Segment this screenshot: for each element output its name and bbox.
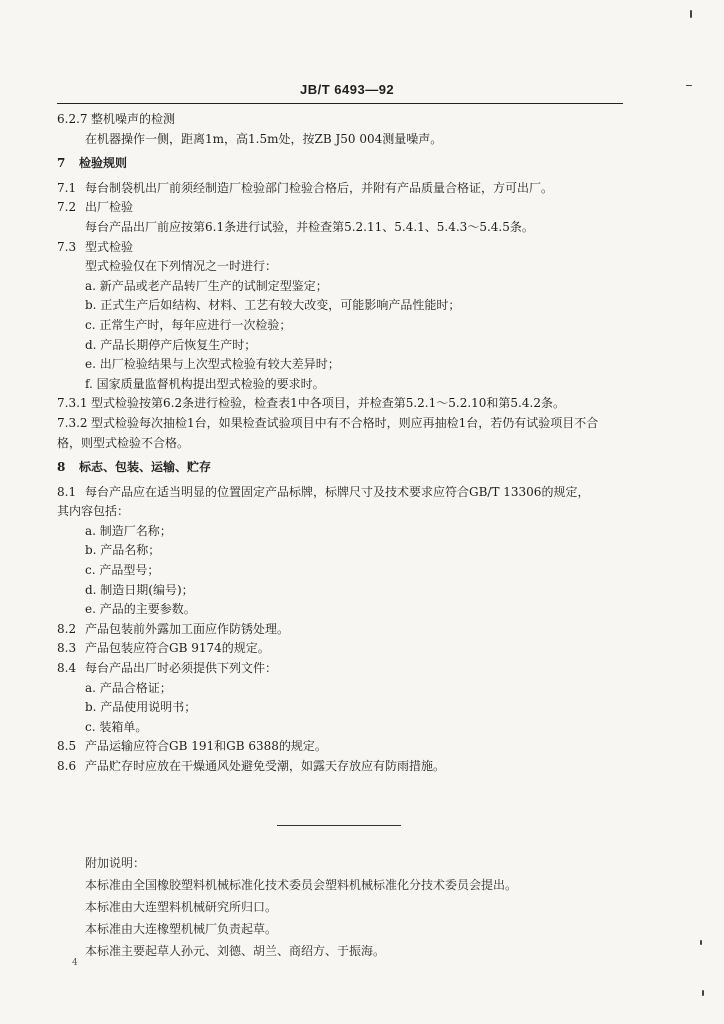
section-heading (57, 458, 623, 478)
clause-text: 产品包装前外露加工面应作防锈处理。 (85, 621, 290, 636)
body-line (57, 130, 623, 150)
clause-number: 8.1 (57, 484, 77, 499)
body-line (57, 414, 623, 434)
clause-text: d. 制造日期(编号)； (85, 582, 194, 597)
clause-text: 型式检验仅在下列情况之一时进行： (85, 259, 278, 274)
body-line (57, 522, 623, 542)
end-separator (277, 825, 401, 826)
clause-number: 7.1 (57, 180, 77, 195)
body-line (57, 679, 623, 699)
clause-number: 8.2 (57, 621, 77, 636)
clause-text: a. 产品合格证； (85, 680, 172, 695)
clause-text: 每台制袋机出厂前须经制造厂检验部门检验合格后，并附有产品质量合格证，方可出厂。 (85, 180, 554, 195)
clause-text: 每台产品出厂前应按第6.1条进行试验，并检查第5.2.11、5.4.1、5.4.3～5.4.5条。 (85, 219, 534, 234)
body-line (57, 394, 623, 414)
body-line (57, 541, 623, 561)
page-number: 4 (72, 958, 78, 968)
clause-text: c. 装箱单。 (85, 719, 148, 734)
notes-title: 附加说明： (85, 856, 146, 870)
clause-text: 产品运输应符合GB 191和GB 6388的规定。 (85, 739, 327, 754)
clause-text: 每台产品应在适当明显的位置固定产品标牌，标牌尺寸及技术要求应符合GB/T 13306的规定， (85, 484, 590, 499)
clause-text: c. 产品型号； (85, 563, 160, 578)
notes-line: 本标准主要起草人孙元、刘德、胡兰、商绍方、于振海。 (85, 944, 386, 958)
clause-text: 型式检验 (85, 239, 134, 254)
body-line (57, 620, 623, 640)
clause-text: 整机噪声的检测 (91, 112, 176, 126)
clause-text: 产品贮存时应放在干燥通风处避免受潮，如露天存放应有防雨措施。 (85, 759, 446, 773)
clause-text: 型式检验按第6.2条进行检验，检查表1中各项目，并检查第5.2.1～5.2.10和第5.4.2条。 (91, 396, 565, 411)
section-heading (57, 154, 623, 174)
clause-text: 格，则型式检验不合格。 (57, 435, 190, 450)
body-line (57, 581, 623, 601)
clause-number: 7.3 (57, 239, 77, 254)
clause-text: a. 新产品或老产品转厂生产的试制定型鉴定； (85, 278, 328, 293)
clause-text: b. 正式生产后如结构、材料、工艺有较大改变，可能影响产品性能时； (85, 298, 461, 313)
clause-text: b. 产品名称； (85, 543, 161, 558)
header-rule (57, 103, 623, 104)
clause-text: b. 产品使用说明书； (85, 700, 197, 715)
clause-text: 标志、包装、运输、贮存 (79, 460, 212, 475)
notes-line: 本标准由大连塑料机械研究所归口。 (85, 900, 278, 914)
body-line (57, 375, 623, 395)
body-line (57, 238, 623, 258)
clause-text: 检验规则 (79, 156, 128, 171)
clause-text: 在机器操作一侧，距离1m，高1.5m处，按ZB J50 004测量噪声。 (85, 131, 443, 146)
scan-mark (700, 940, 702, 945)
body-line (57, 483, 623, 503)
body-line (57, 659, 623, 679)
clause-text: d. 产品长期停产后恢复生产时； (85, 337, 257, 352)
body-line (57, 737, 623, 757)
clause-text: c. 正常生产时，每年应进行一次检验； (85, 317, 292, 332)
clause-text: a. 制造厂名称； (85, 523, 172, 538)
body-line (57, 757, 623, 777)
clause-text: 出厂检验 (85, 200, 134, 215)
notes-line: 本标准由大连橡塑机械厂负责起草。 (85, 922, 278, 936)
notes-line: 本标准由全国橡胶塑料机械标准化技术委员会塑料机械标准化分技术委员会提出。 (85, 878, 518, 892)
body-line (57, 355, 623, 375)
body-line (57, 179, 623, 199)
body-line (57, 198, 623, 218)
scan-mark (686, 85, 692, 86)
clause-text: 其内容包括： (57, 504, 130, 519)
clause-text: 每台产品出厂时必须提供下列文件： (85, 661, 278, 676)
scan-mark (690, 10, 692, 18)
clause-text: f. 国家质量监督机构提出型式检验的要求时。 (85, 376, 325, 391)
clause-text: 产品包装应符合GB 9174的规定。 (85, 641, 270, 656)
standard-code-header: JB/T 6493—92 (300, 82, 395, 97)
body-line (57, 277, 623, 297)
clause-number: 8.5 (57, 739, 77, 754)
body-line (57, 296, 623, 316)
body-line (57, 698, 623, 718)
document-body (57, 110, 623, 777)
body-line (57, 110, 623, 130)
body-line (57, 316, 623, 336)
body-line (57, 434, 623, 454)
clause-number: 8.4 (57, 661, 77, 676)
clause-number: 7.3.1 (57, 396, 88, 411)
body-line (57, 639, 623, 659)
scan-mark (702, 990, 704, 996)
body-line (57, 561, 623, 581)
body-line (57, 257, 623, 277)
body-line (57, 218, 623, 238)
clause-text: e. 出厂检验结果与上次型式检验有较大差异时； (85, 357, 340, 372)
clause-number: 8 (57, 460, 66, 475)
clause-number: 8.6 (57, 759, 77, 773)
clause-text: e. 产品的主要参数。 (85, 602, 196, 617)
body-line (57, 336, 623, 356)
additional-notes (85, 852, 625, 962)
clause-text: 型式检验每次抽检1台，如果检查试验项目中有不合格时，则应再抽检1台，若仍有试验项目不合 (91, 415, 599, 430)
clause-number: 7.2 (57, 200, 77, 215)
body-line (57, 718, 623, 738)
body-line (57, 502, 623, 522)
clause-number: 8.3 (57, 641, 77, 656)
clause-number: 6.2.7 (57, 112, 88, 126)
clause-number: 7.3.2 (57, 415, 88, 430)
body-line (57, 600, 623, 620)
clause-number: 7 (57, 156, 66, 171)
